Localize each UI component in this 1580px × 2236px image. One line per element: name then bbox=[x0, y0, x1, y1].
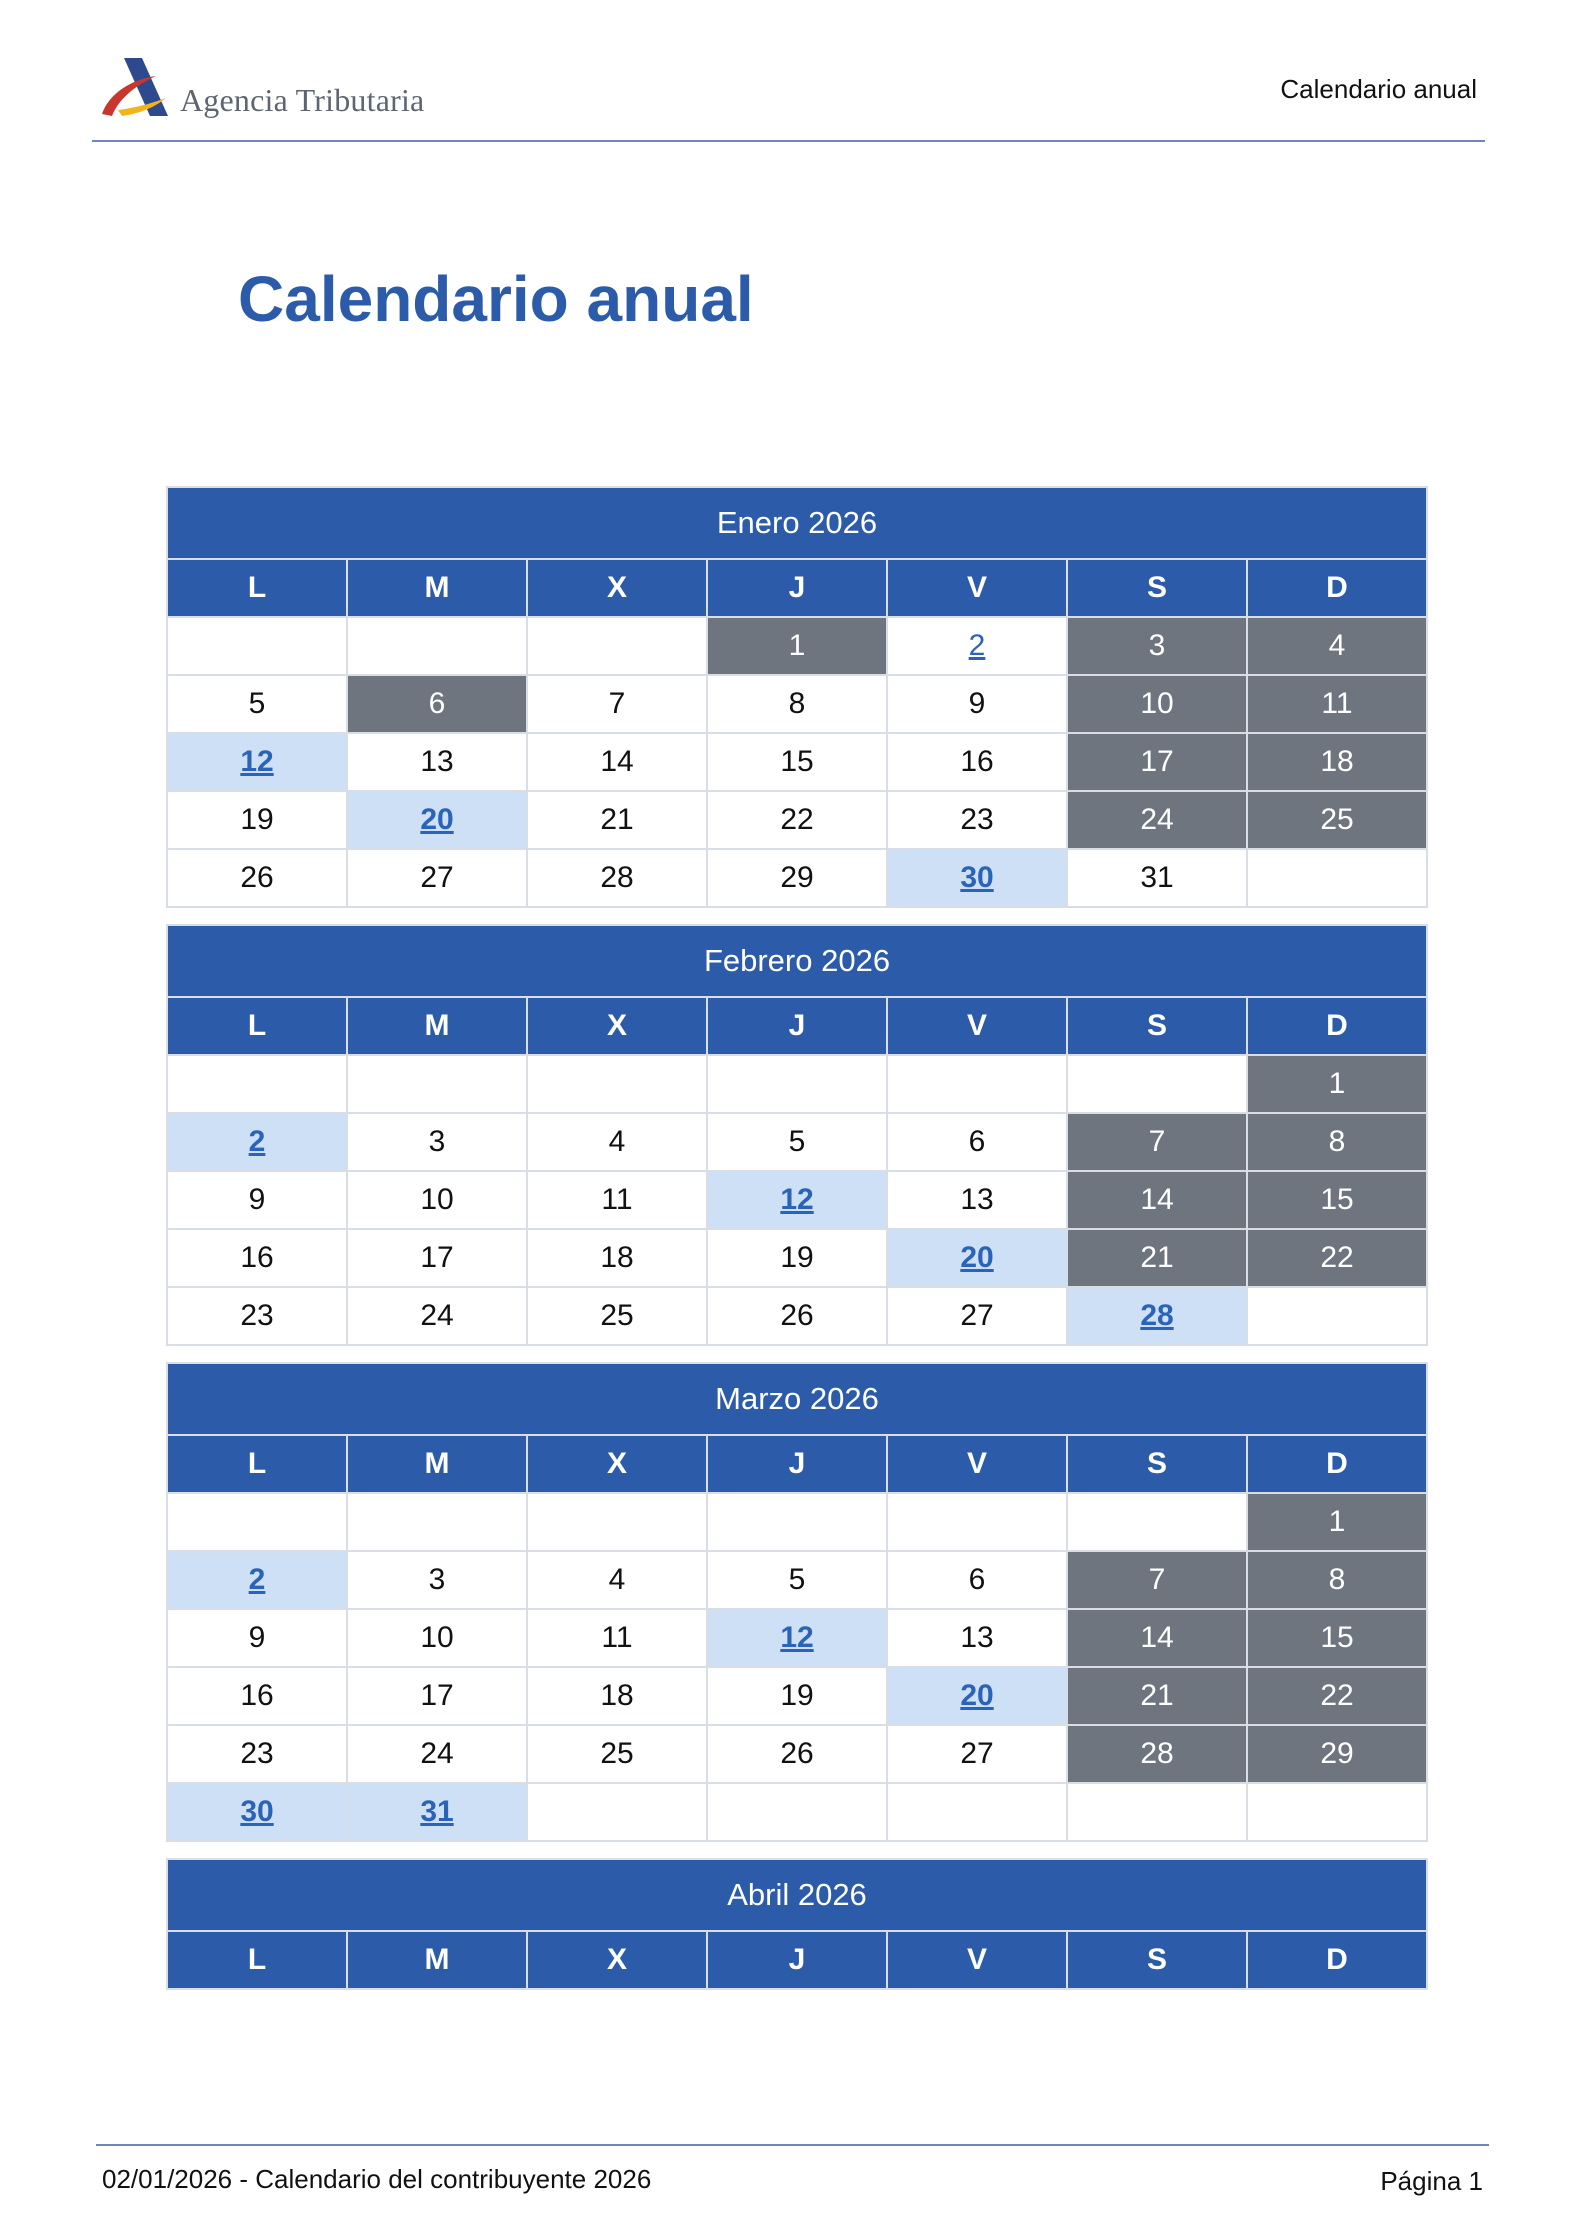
holiday-day-cell: 3 bbox=[1067, 617, 1247, 675]
day-cell: 26 bbox=[707, 1725, 887, 1783]
empty-day-cell bbox=[1247, 849, 1427, 907]
deadline-day-link[interactable]: 2 bbox=[968, 629, 986, 662]
month-calendar bbox=[166, 924, 1428, 1346]
holiday-day-cell: 10 bbox=[1067, 675, 1247, 733]
deadline-day-cell[interactable] bbox=[1067, 1287, 1247, 1345]
week-row bbox=[167, 1783, 1427, 1841]
holiday-day-cell: 22 bbox=[1247, 1229, 1427, 1287]
day-cell: 9 bbox=[887, 675, 1067, 733]
month-title: Abril 2026 bbox=[167, 1859, 1427, 1931]
deadline-day-link[interactable]: 20 bbox=[960, 1241, 994, 1274]
deadline-day-link[interactable]: 2 bbox=[248, 1563, 266, 1596]
holiday-day-cell: 18 bbox=[1247, 733, 1427, 791]
day-cell: 26 bbox=[167, 849, 347, 907]
day-cell: 24 bbox=[347, 1725, 527, 1783]
deadline-day-cell[interactable] bbox=[347, 1783, 527, 1841]
weekday-header: X bbox=[527, 1931, 707, 1989]
weekday-header: M bbox=[347, 559, 527, 617]
empty-day-cell bbox=[707, 1493, 887, 1551]
day-cell: 31 bbox=[1067, 849, 1247, 907]
week-row bbox=[167, 1287, 1427, 1345]
empty-day-cell bbox=[1067, 1783, 1247, 1841]
holiday-day-cell: 7 bbox=[1067, 1551, 1247, 1609]
day-cell: 10 bbox=[347, 1171, 527, 1229]
empty-day-cell bbox=[347, 1493, 527, 1551]
weekday-header: J bbox=[707, 1435, 887, 1493]
day-cell: 29 bbox=[707, 849, 887, 907]
empty-day-cell bbox=[167, 1055, 347, 1113]
deadline-day-cell[interactable] bbox=[167, 1783, 347, 1841]
weekday-header: J bbox=[707, 559, 887, 617]
deadline-day-link[interactable]: 28 bbox=[1140, 1299, 1174, 1332]
weekday-header: M bbox=[347, 1931, 527, 1989]
holiday-day-cell: 28 bbox=[1067, 1725, 1247, 1783]
day-cell: 6 bbox=[887, 1551, 1067, 1609]
day-cell: 23 bbox=[887, 791, 1067, 849]
footer-date-title: 02/01/2026 - Calendario del contribuyente 2026 bbox=[102, 2164, 652, 2194]
deadline-day-cell[interactable] bbox=[167, 1113, 347, 1171]
month-calendar bbox=[166, 486, 1428, 908]
holiday-day-cell: 17 bbox=[1067, 733, 1247, 791]
weekday-header: V bbox=[887, 1435, 1067, 1493]
day-cell: 25 bbox=[527, 1287, 707, 1345]
holiday-day-cell: 1 bbox=[1247, 1493, 1427, 1551]
day-cell: 24 bbox=[347, 1287, 527, 1345]
day-cell: 3 bbox=[347, 1113, 527, 1171]
day-cell: 13 bbox=[347, 733, 527, 791]
week-row bbox=[167, 1551, 1427, 1609]
empty-day-cell bbox=[167, 1493, 347, 1551]
weekday-header: D bbox=[1247, 997, 1427, 1055]
empty-day-cell bbox=[167, 617, 347, 675]
page-title: Calendario anual bbox=[238, 263, 754, 335]
day-cell: 5 bbox=[167, 675, 347, 733]
deadline-day-cell[interactable] bbox=[347, 791, 527, 849]
day-cell: 23 bbox=[167, 1287, 347, 1345]
empty-day-cell bbox=[887, 1493, 1067, 1551]
weekday-header: M bbox=[347, 1435, 527, 1493]
day-cell: 19 bbox=[707, 1667, 887, 1725]
agency-emblem-icon bbox=[98, 56, 170, 120]
day-cell: 19 bbox=[707, 1229, 887, 1287]
weekday-header: L bbox=[167, 1931, 347, 1989]
holiday-day-cell: 8 bbox=[1247, 1551, 1427, 1609]
deadline-day-cell[interactable] bbox=[167, 733, 347, 791]
day-cell: 9 bbox=[167, 1171, 347, 1229]
day-cell: 14 bbox=[527, 733, 707, 791]
page-header bbox=[92, 40, 1485, 142]
weekday-header: S bbox=[1067, 559, 1247, 617]
day-cell: 11 bbox=[527, 1171, 707, 1229]
weekday-header: V bbox=[887, 1931, 1067, 1989]
holiday-day-cell: 15 bbox=[1247, 1609, 1427, 1667]
week-row bbox=[167, 1055, 1427, 1113]
day-cell: 13 bbox=[887, 1609, 1067, 1667]
holiday-day-cell: 1 bbox=[707, 617, 887, 675]
week-row bbox=[167, 1493, 1427, 1551]
deadline-day-cell[interactable] bbox=[707, 1171, 887, 1229]
empty-day-cell bbox=[1067, 1055, 1247, 1113]
day-cell: 18 bbox=[527, 1229, 707, 1287]
deadline-day-link[interactable]: 31 bbox=[420, 1795, 454, 1828]
day-cell: 5 bbox=[707, 1113, 887, 1171]
day-cell: 4 bbox=[527, 1113, 707, 1171]
deadline-day-link[interactable]: 2 bbox=[248, 1125, 266, 1158]
day-cell: 4 bbox=[527, 1551, 707, 1609]
week-row bbox=[167, 1171, 1427, 1229]
week-row bbox=[167, 1667, 1427, 1725]
empty-day-cell bbox=[527, 1783, 707, 1841]
week-row bbox=[167, 733, 1427, 791]
day-cell: 26 bbox=[707, 1287, 887, 1345]
empty-day-cell bbox=[347, 617, 527, 675]
deadline-day-link[interactable]: 30 bbox=[240, 1795, 274, 1828]
holiday-day-cell: 1 bbox=[1247, 1055, 1427, 1113]
day-cell: 11 bbox=[527, 1609, 707, 1667]
deadline-day-link[interactable]: 12 bbox=[240, 745, 274, 778]
day-cell: 15 bbox=[707, 733, 887, 791]
day-cell: 17 bbox=[347, 1229, 527, 1287]
day-cell: 13 bbox=[887, 1171, 1067, 1229]
empty-day-cell bbox=[347, 1055, 527, 1113]
weekday-header: S bbox=[1067, 1435, 1247, 1493]
logo-text: Agencia Tributaria bbox=[180, 82, 425, 118]
day-cell: 3 bbox=[347, 1551, 527, 1609]
holiday-day-cell: 15 bbox=[1247, 1171, 1427, 1229]
week-row bbox=[167, 1229, 1427, 1287]
weekday-header: S bbox=[1067, 997, 1247, 1055]
weekday-header: D bbox=[1247, 1435, 1427, 1493]
deadline-day-cell[interactable] bbox=[887, 617, 1067, 675]
day-cell: 27 bbox=[887, 1287, 1067, 1345]
day-cell: 22 bbox=[707, 791, 887, 849]
empty-day-cell bbox=[1247, 1287, 1427, 1345]
day-cell: 9 bbox=[167, 1609, 347, 1667]
holiday-day-cell: 24 bbox=[1067, 791, 1247, 849]
deadline-day-link[interactable]: 20 bbox=[960, 1679, 994, 1712]
deadline-day-link[interactable]: 20 bbox=[420, 803, 454, 836]
calendar-list bbox=[166, 486, 1428, 2006]
deadline-day-link[interactable]: 30 bbox=[960, 861, 994, 894]
week-row bbox=[167, 791, 1427, 849]
week-row bbox=[167, 617, 1427, 675]
day-cell: 28 bbox=[527, 849, 707, 907]
week-row bbox=[167, 1725, 1427, 1783]
weekday-header: J bbox=[707, 997, 887, 1055]
weekday-header: V bbox=[887, 559, 1067, 617]
day-cell: 19 bbox=[167, 791, 347, 849]
day-cell: 18 bbox=[527, 1667, 707, 1725]
weekday-header: V bbox=[887, 997, 1067, 1055]
weekday-header: D bbox=[1247, 1931, 1427, 1989]
day-cell: 16 bbox=[167, 1667, 347, 1725]
day-cell: 17 bbox=[347, 1667, 527, 1725]
weekday-header: M bbox=[347, 997, 527, 1055]
holiday-day-cell: 8 bbox=[1247, 1113, 1427, 1171]
day-cell: 27 bbox=[347, 849, 527, 907]
day-cell: 16 bbox=[887, 733, 1067, 791]
weekday-header: D bbox=[1247, 559, 1427, 617]
day-cell: 21 bbox=[527, 791, 707, 849]
month-title: Marzo 2026 bbox=[167, 1363, 1427, 1435]
empty-day-cell bbox=[707, 1783, 887, 1841]
empty-day-cell bbox=[1067, 1493, 1247, 1551]
month-calendar bbox=[166, 1362, 1428, 1842]
week-row bbox=[167, 1113, 1427, 1171]
day-cell: 6 bbox=[887, 1113, 1067, 1171]
day-cell: 27 bbox=[887, 1725, 1067, 1783]
holiday-day-cell: 22 bbox=[1247, 1667, 1427, 1725]
holiday-day-cell: 4 bbox=[1247, 617, 1427, 675]
week-row bbox=[167, 1609, 1427, 1667]
empty-day-cell bbox=[887, 1783, 1067, 1841]
empty-day-cell bbox=[887, 1055, 1067, 1113]
deadline-day-cell[interactable] bbox=[887, 1667, 1067, 1725]
day-cell: 16 bbox=[167, 1229, 347, 1287]
deadline-day-cell[interactable] bbox=[707, 1609, 887, 1667]
page-number: Página 1 bbox=[1380, 2166, 1483, 2196]
day-cell: 25 bbox=[527, 1725, 707, 1783]
day-cell: 23 bbox=[167, 1725, 347, 1783]
month-title: Enero 2026 bbox=[167, 487, 1427, 559]
empty-day-cell bbox=[527, 617, 707, 675]
holiday-day-cell: 21 bbox=[1067, 1667, 1247, 1725]
holiday-day-cell: 6 bbox=[347, 675, 527, 733]
empty-day-cell bbox=[527, 1055, 707, 1113]
weekday-header: L bbox=[167, 1435, 347, 1493]
agencia-tributaria-logo bbox=[98, 56, 458, 126]
deadline-day-cell[interactable] bbox=[167, 1551, 347, 1609]
header-document-title: Calendario anual bbox=[1280, 74, 1477, 104]
day-cell: 10 bbox=[347, 1609, 527, 1667]
holiday-day-cell: 7 bbox=[1067, 1113, 1247, 1171]
holiday-day-cell: 29 bbox=[1247, 1725, 1427, 1783]
week-row bbox=[167, 675, 1427, 733]
weekday-header: L bbox=[167, 997, 347, 1055]
week-row bbox=[167, 849, 1427, 907]
weekday-header: J bbox=[707, 1931, 887, 1989]
deadline-day-cell[interactable] bbox=[887, 1229, 1067, 1287]
day-cell: 5 bbox=[707, 1551, 887, 1609]
month-calendar bbox=[166, 1858, 1428, 1990]
holiday-day-cell: 14 bbox=[1067, 1171, 1247, 1229]
deadline-day-link[interactable]: 12 bbox=[780, 1183, 814, 1216]
weekday-header: X bbox=[527, 1435, 707, 1493]
weekday-header: X bbox=[527, 559, 707, 617]
weekday-header: L bbox=[167, 559, 347, 617]
day-cell: 8 bbox=[707, 675, 887, 733]
holiday-day-cell: 11 bbox=[1247, 675, 1427, 733]
weekday-header: X bbox=[527, 997, 707, 1055]
deadline-day-link[interactable]: 12 bbox=[780, 1621, 814, 1654]
holiday-day-cell: 21 bbox=[1067, 1229, 1247, 1287]
deadline-day-cell[interactable] bbox=[887, 849, 1067, 907]
empty-day-cell bbox=[707, 1055, 887, 1113]
weekday-header: S bbox=[1067, 1931, 1247, 1989]
empty-day-cell bbox=[1247, 1783, 1427, 1841]
day-cell: 7 bbox=[527, 675, 707, 733]
empty-day-cell bbox=[527, 1493, 707, 1551]
holiday-day-cell: 14 bbox=[1067, 1609, 1247, 1667]
page-footer bbox=[96, 2144, 1489, 2196]
holiday-day-cell: 25 bbox=[1247, 791, 1427, 849]
month-title: Febrero 2026 bbox=[167, 925, 1427, 997]
